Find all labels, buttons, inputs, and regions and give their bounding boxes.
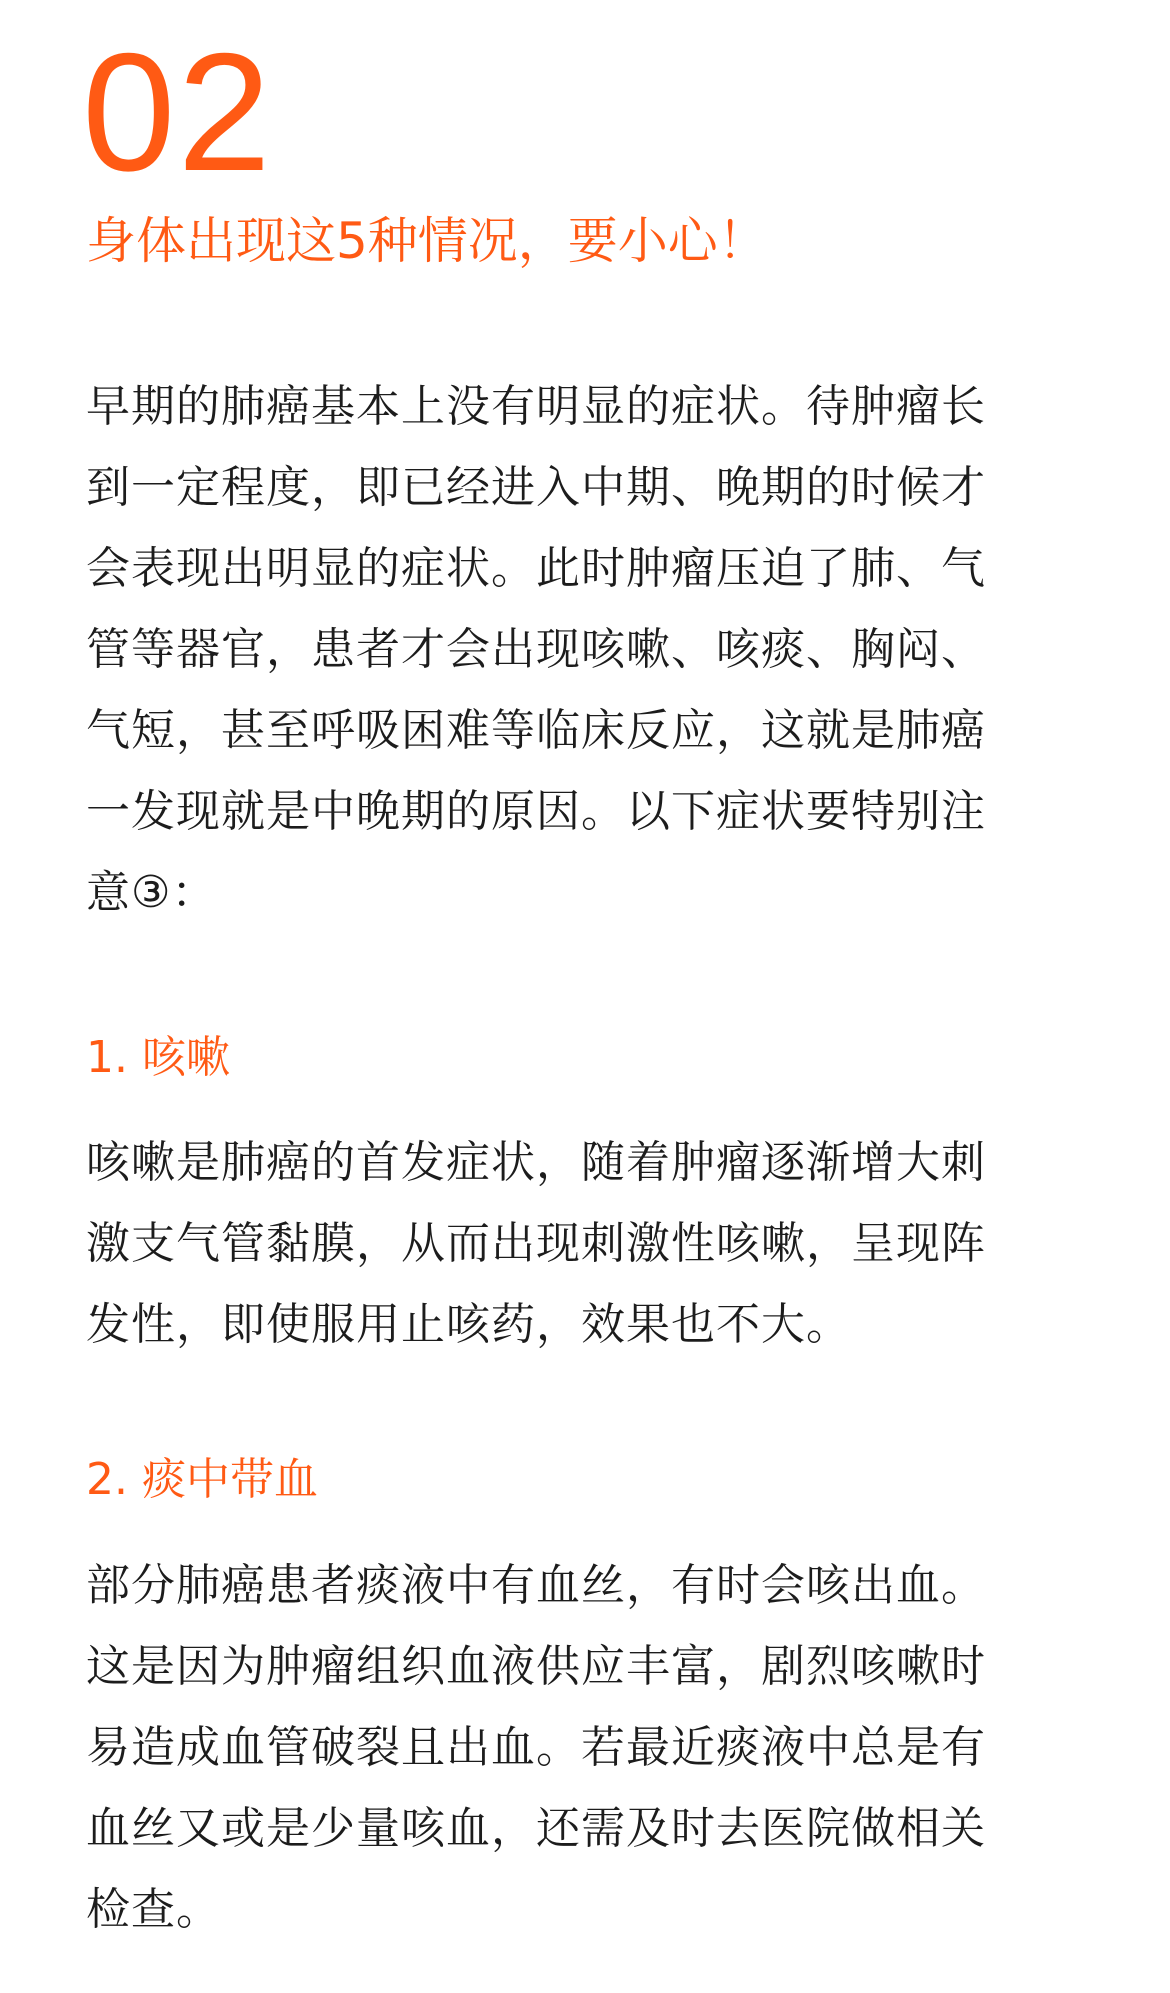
symptom-line: 检查。 <box>86 1884 221 1935</box>
intro-line: 早期的肺癌基本上没有明显的症状。待肿瘤长 <box>86 381 986 432</box>
symptom-line: 血丝又或是少量咳血，还需及时去医院做相关 <box>86 1803 986 1854</box>
symptom-line: 易造成血管破裂且出血。若最近痰液中总是有 <box>86 1722 986 1773</box>
intro-line: 管等器官，患者才会出现咳嗽、咳痰、胸闷、 <box>86 624 986 675</box>
symptom-line: 部分肺癌患者痰液中有血丝，有时会咳出血。 <box>86 1560 986 1611</box>
symptom-paragraph-blood-in-sputum <box>86 1545 1086 1950</box>
intro-line: 意③： <box>86 867 217 918</box>
section-title: 身体出现这5种情况，要小心！ <box>86 212 768 270</box>
symptom-line: 发性，即使服用止咳药，效果也不大。 <box>86 1299 851 1350</box>
intro-line: 气短，甚至呼吸困难等临床反应，这就是肺癌 <box>86 705 986 756</box>
section-number: 02 <box>82 18 273 206</box>
intro-line: 会表现出明显的症状。此时肿瘤压迫了肺、气 <box>86 543 986 594</box>
intro-line: 一发现就是中晚期的原因。以下症状要特别注 <box>86 786 986 837</box>
symptom-paragraph-cough <box>86 1122 1086 1365</box>
symptom-line: 咳嗽是肺癌的首发症状，随着肿瘤逐渐增大刺 <box>86 1137 986 1188</box>
intro-line: 到一定程度，即已经进入中期、晚期的时候才 <box>86 462 986 513</box>
symptom-heading-blood-in-sputum: 2. 痰中带血 <box>86 1454 318 1505</box>
symptom-line: 激支气管黏膜，从而出现刺激性咳嗽，呈现阵 <box>86 1218 986 1269</box>
intro-paragraph <box>86 366 1086 933</box>
symptom-line: 这是因为肿瘤组织血液供应丰富，剧烈咳嗽时 <box>86 1641 986 1692</box>
symptom-heading-cough: 1. 咳嗽 <box>86 1032 230 1083</box>
